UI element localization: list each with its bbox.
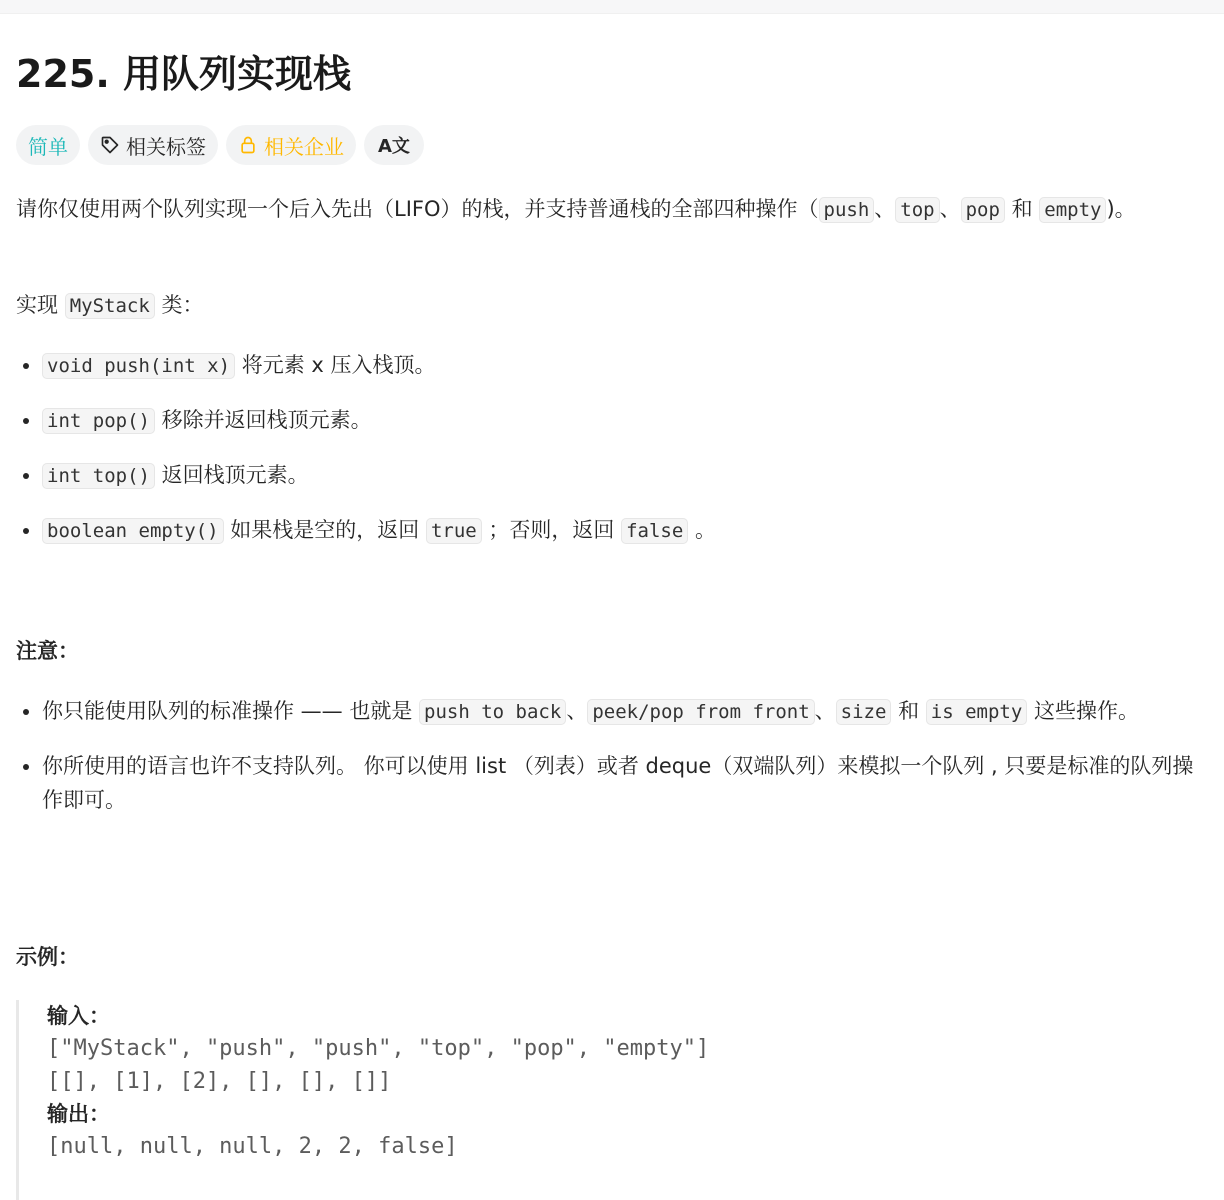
list-item	[42, 513, 1222, 548]
difficulty-label: 简单	[28, 134, 68, 159]
tag-row	[16, 125, 424, 165]
list-item-text: 你只能使用队列的标准操作 —— 也就是	[42, 699, 420, 723]
code-empty: empty	[1039, 197, 1106, 223]
list-item	[42, 403, 1222, 438]
description-text: 请你仅使用两个队列实现一个后入先出（LIFO）的栈，并支持普通栈的全部四种操作（	[16, 197, 819, 221]
related-companies-button[interactable]	[226, 125, 356, 165]
tag-icon	[100, 135, 120, 155]
separator: 、	[566, 699, 588, 723]
impl-prefix: 实现	[16, 293, 65, 317]
notes-heading: 注意：	[16, 639, 79, 663]
code-is-empty: is empty	[926, 699, 1028, 725]
example-heading: 示例：	[16, 945, 79, 969]
lock-icon	[238, 135, 258, 155]
list-item-text: 返回栈顶元素。	[154, 463, 309, 487]
conjunction: 和	[1004, 197, 1040, 221]
input-line: ["MyStack", "push", "push", "top", "pop", "empty"]	[47, 1036, 710, 1061]
code-peek-pop: peek/pop from front	[587, 699, 814, 725]
list-item-text: 。	[688, 518, 716, 542]
related-companies-label: 相关企业	[264, 134, 344, 159]
page-title: 225. 用队列实现栈	[16, 52, 351, 96]
conjunction: 和	[891, 699, 926, 723]
list-item-text: 这些操作。	[1027, 699, 1139, 723]
input-label: 输入：	[47, 1004, 110, 1028]
code-class-name: MyStack	[65, 293, 155, 319]
impl-suffix: 类：	[154, 293, 204, 317]
code-signature: void push(int x)	[42, 353, 235, 379]
code-signature: boolean empty()	[42, 518, 224, 544]
code-false: false	[621, 518, 688, 544]
code-push-to-back: push to back	[419, 699, 566, 725]
output-label: 输出：	[47, 1102, 110, 1126]
separator: 、	[874, 197, 896, 221]
code-size: size	[836, 699, 892, 725]
list-item-text: ；否则，返回	[481, 518, 622, 542]
description-end: )。	[1106, 197, 1136, 221]
translate-button[interactable]	[364, 125, 424, 165]
notes-list	[16, 694, 1212, 837]
class-intro	[16, 288, 203, 323]
code-signature: int top()	[42, 463, 155, 489]
code-true: true	[426, 518, 482, 544]
separator: 、	[939, 197, 961, 221]
difficulty-badge[interactable]	[16, 125, 80, 165]
list-item-text: 移除并返回栈顶元素。	[154, 408, 372, 432]
related-tags-label: 相关标签	[126, 134, 206, 159]
top-bar	[0, 0, 1224, 14]
separator: 、	[814, 699, 836, 723]
list-item-text: 如果栈是空的，返回	[223, 518, 426, 542]
list-item	[42, 694, 1212, 729]
operations-list	[16, 348, 1222, 568]
code-top: top	[895, 197, 939, 223]
output-line: [null, null, null, 2, 2, false]	[47, 1134, 458, 1159]
code-pop: pop	[961, 197, 1005, 223]
code-signature: int pop()	[42, 408, 155, 434]
list-item-text: 你所使用的语言也许不支持队列。 你可以使用 list （列表）或者 deque（双端队列）来模拟一个队列 , 只要是标准的队列操作即可。	[42, 754, 1194, 812]
list-item	[42, 348, 1222, 383]
example-block	[16, 1000, 1186, 1200]
translate-icon: A文	[378, 136, 410, 157]
related-tags-button[interactable]	[88, 125, 218, 165]
problem-description	[16, 192, 1196, 227]
input-line: [[], [1], [2], [], [], []]	[47, 1069, 392, 1094]
list-item-text: 将元素 x 压入栈顶。	[235, 353, 436, 377]
code-push: push	[819, 197, 875, 223]
list-item	[42, 749, 1212, 817]
list-item	[42, 458, 1222, 493]
